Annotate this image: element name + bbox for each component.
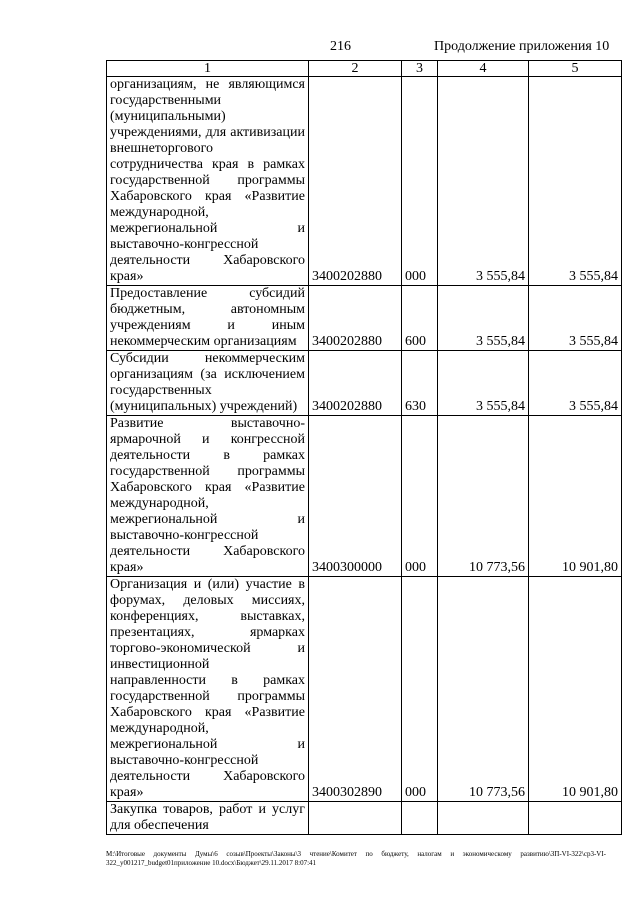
description-line: торгово-экономической и bbox=[110, 641, 305, 656]
description-line: деятельности Хабаровского bbox=[110, 253, 305, 268]
budget-table bbox=[106, 60, 622, 835]
table-row bbox=[107, 416, 622, 577]
description-line: края» bbox=[110, 785, 144, 800]
description-line: международной, bbox=[110, 496, 209, 511]
description-line: для обеспечения bbox=[110, 818, 209, 833]
page-number: 216 bbox=[330, 39, 351, 54]
table-row bbox=[107, 802, 622, 835]
row-value-2: 3 555,84 bbox=[529, 286, 622, 351]
description-line: деятельности в рамках bbox=[110, 448, 305, 463]
row-type: 600 bbox=[402, 286, 438, 351]
column-header: 3 bbox=[402, 61, 438, 77]
description-line: бюджетным, автономным bbox=[110, 302, 305, 317]
table-row bbox=[107, 351, 622, 416]
description-line: Субсидии некоммерческим bbox=[110, 351, 305, 366]
row-description bbox=[107, 286, 309, 351]
description-line: государственными bbox=[110, 93, 222, 108]
description-line: сотрудничества края в рамках bbox=[110, 157, 305, 172]
table-row bbox=[107, 577, 622, 802]
table-row bbox=[107, 77, 622, 286]
description-line: Организация и (или) участие в bbox=[110, 577, 305, 592]
description-line: направленности в рамках bbox=[110, 673, 305, 688]
row-value-1: 3 555,84 bbox=[438, 351, 529, 416]
description-line: государственной программы bbox=[110, 464, 305, 479]
description-line: государственных bbox=[110, 383, 212, 398]
row-type: 000 bbox=[402, 416, 438, 577]
row-value-2: 10 901,80 bbox=[529, 577, 622, 802]
description-line: выставочно-конгрессной bbox=[110, 753, 259, 768]
description-line: учреждениям и иным bbox=[110, 318, 305, 333]
table-header-row bbox=[107, 61, 622, 77]
description-line: учреждениями, для активизации bbox=[110, 125, 305, 140]
row-type: 000 bbox=[402, 577, 438, 802]
continuation-label: Продолжение приложения 10 bbox=[434, 39, 610, 54]
row-type bbox=[402, 802, 438, 835]
row-value-1 bbox=[438, 802, 529, 835]
column-header: 2 bbox=[309, 61, 402, 77]
column-header: 4 bbox=[438, 61, 529, 77]
table-row bbox=[107, 286, 622, 351]
row-value-1: 10 773,56 bbox=[438, 577, 529, 802]
description-line: (муниципальных) учреждений) bbox=[110, 399, 298, 414]
row-value-1: 3 555,84 bbox=[438, 77, 529, 286]
column-header: 5 bbox=[529, 61, 622, 77]
row-code: 3400300000 bbox=[309, 416, 402, 577]
description-line: Закупка товаров, работ и услуг bbox=[110, 802, 305, 817]
description-line: внешнеторгового bbox=[110, 141, 214, 156]
description-line: Хабаровского края «Развитие bbox=[110, 705, 305, 720]
description-line: международной, bbox=[110, 205, 209, 220]
row-code: 3400302890 bbox=[309, 577, 402, 802]
description-line: организациям, не являющимся bbox=[110, 77, 305, 92]
description-line: выставочно-конгрессной bbox=[110, 237, 259, 252]
row-value-2 bbox=[529, 802, 622, 835]
description-line: деятельности Хабаровского bbox=[110, 769, 305, 784]
description-line: Развитие выставочно- bbox=[110, 416, 305, 431]
description-line: организациям (за исключением bbox=[110, 367, 305, 382]
row-value-1: 10 773,56 bbox=[438, 416, 529, 577]
row-value-2: 3 555,84 bbox=[529, 77, 622, 286]
row-description bbox=[107, 416, 309, 577]
row-code: 3400202880 bbox=[309, 351, 402, 416]
row-type: 000 bbox=[402, 77, 438, 286]
row-value-2: 3 555,84 bbox=[529, 351, 622, 416]
row-value-1: 3 555,84 bbox=[438, 286, 529, 351]
description-line: форумах, деловых миссиях, bbox=[110, 593, 305, 608]
description-line: Предоставление субсидий bbox=[110, 286, 305, 301]
description-line: международной, bbox=[110, 721, 209, 736]
description-line: деятельности Хабаровского bbox=[110, 544, 305, 559]
row-description bbox=[107, 802, 309, 835]
description-line: конференциях, выставках, bbox=[110, 609, 305, 624]
file-path-footer: M:\Итоговые документы Думы\6 созыв\Проекты\Законы\3 чтение\Комитет по бюджету, налогам и экономическому развитию\ЗП-VI-322\ср3-VI-322_у001217_budget01приложение 10.docx\Бюджет\29.11.2017 8:07:41 bbox=[106, 850, 606, 867]
row-type: 630 bbox=[402, 351, 438, 416]
description-line: презентациях, ярмарках bbox=[110, 625, 305, 640]
row-code: 3400202880 bbox=[309, 77, 402, 286]
description-line: (муниципальными) bbox=[110, 109, 226, 124]
description-line: Хабаровского края «Развитие bbox=[110, 189, 305, 204]
row-description bbox=[107, 77, 309, 286]
description-line: межрегиональной и bbox=[110, 221, 305, 236]
row-value-2: 10 901,80 bbox=[529, 416, 622, 577]
description-line: инвестиционной bbox=[110, 657, 210, 672]
description-line: некоммерческим организациям bbox=[110, 334, 297, 349]
description-line: государственной программы bbox=[110, 173, 305, 188]
row-code: 3400202880 bbox=[309, 286, 402, 351]
description-line: края» bbox=[110, 269, 144, 284]
description-line: государственной программы bbox=[110, 689, 305, 704]
row-description bbox=[107, 351, 309, 416]
description-line: выставочно-конгрессной bbox=[110, 528, 259, 543]
description-line: Хабаровского края «Развитие bbox=[110, 480, 305, 495]
description-line: края» bbox=[110, 560, 144, 575]
description-line: ярмарочной и конгрессной bbox=[110, 432, 305, 447]
row-code bbox=[309, 802, 402, 835]
description-line: межрегиональной и bbox=[110, 512, 305, 527]
row-description bbox=[107, 577, 309, 802]
description-line: межрегиональной и bbox=[110, 737, 305, 752]
column-header: 1 bbox=[107, 61, 309, 77]
